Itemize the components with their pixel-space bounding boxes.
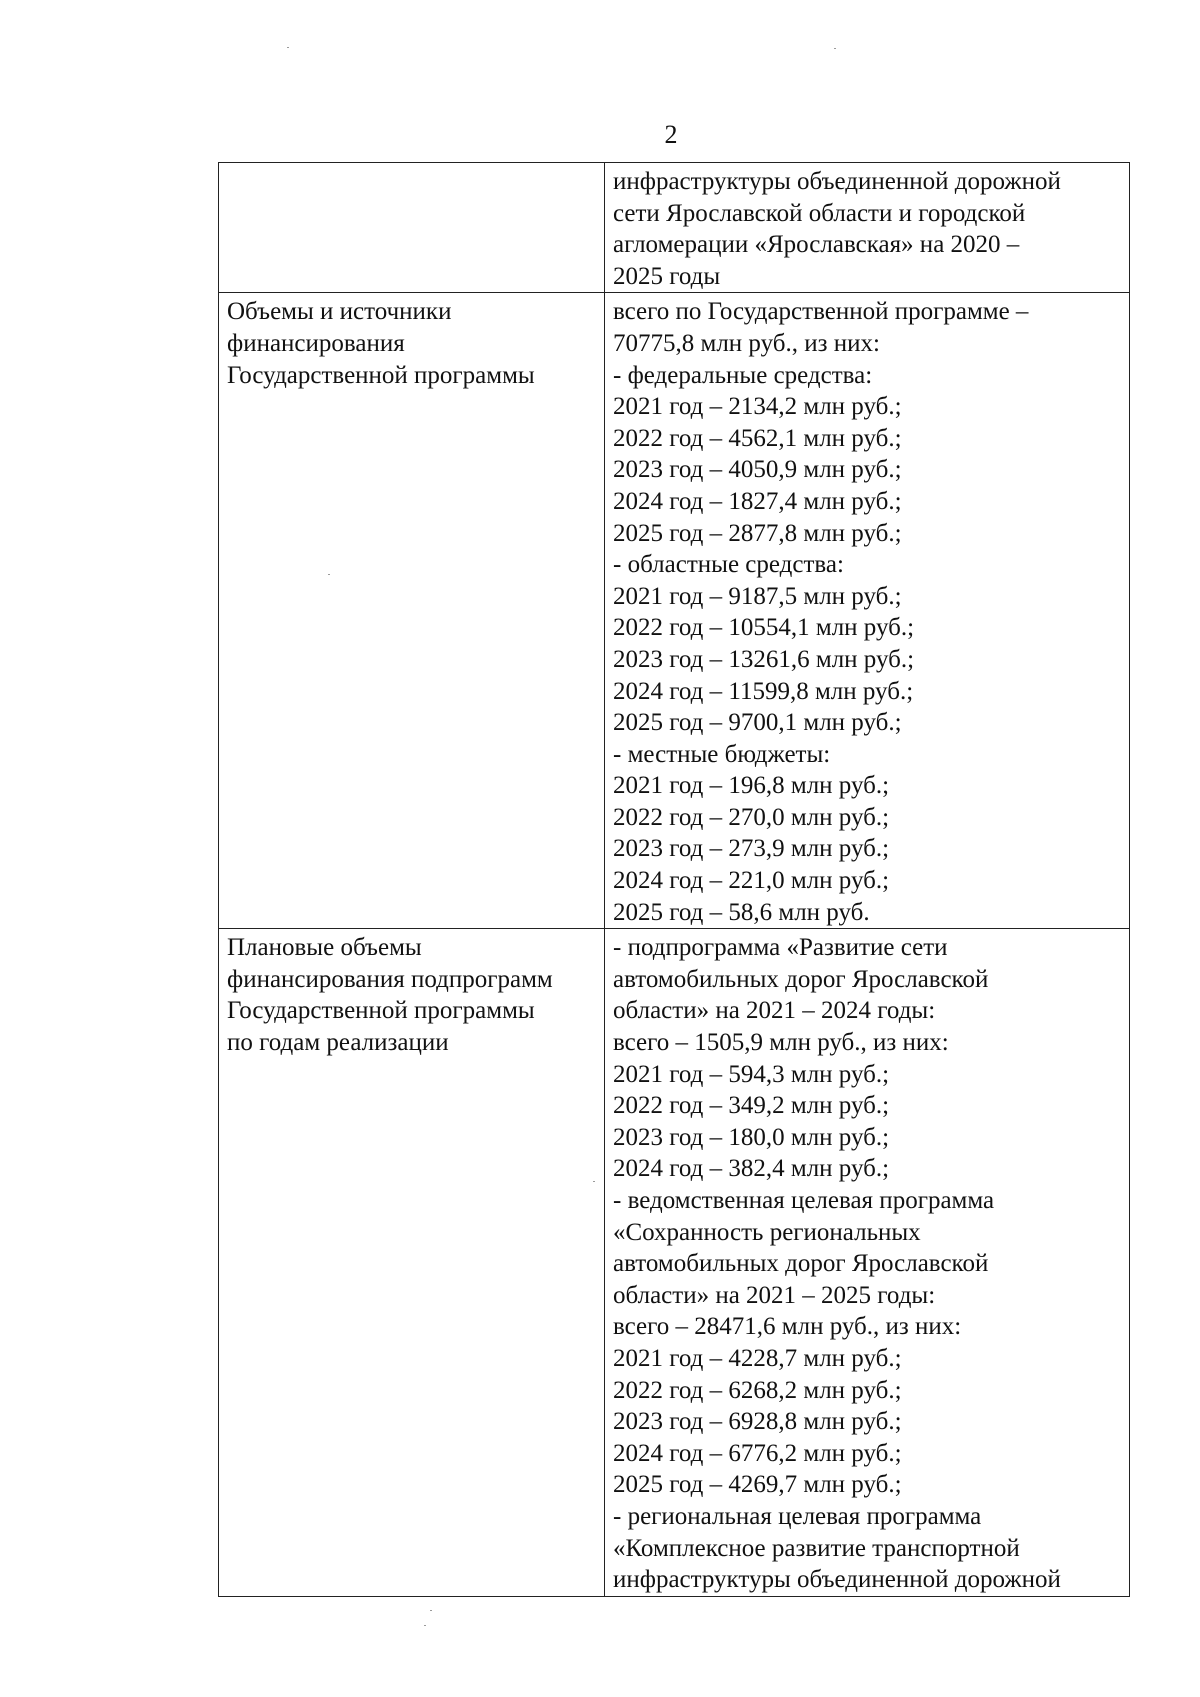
parameter-value-line: 2021 год – 4228,7 млн руб.; bbox=[613, 1344, 902, 1372]
parameter-name-line: по годам реализации bbox=[227, 1029, 449, 1057]
parameter-value-line: области» на 2021 – 2024 годы: bbox=[613, 997, 936, 1025]
parameter-name-line: Плановые объемы bbox=[227, 934, 422, 962]
parameter-value-line: 2025 год – 4269,7 млн руб.; bbox=[613, 1471, 902, 1499]
parameter-value-line: 70775,8 млн руб., из них: bbox=[613, 329, 880, 357]
parameter-value-line: 2025 годы bbox=[613, 262, 721, 290]
parameter-value-line: 2023 год – 273,9 млн руб.; bbox=[613, 835, 890, 863]
parameter-value-line: области» на 2021 – 2025 годы: bbox=[613, 1281, 936, 1309]
parameter-value-line: - местные бюджеты: bbox=[613, 740, 831, 768]
scan-speck bbox=[424, 1625, 426, 1626]
parameter-name-cell bbox=[219, 929, 605, 1596]
parameter-value-line: 2023 год – 13261,6 млн руб.; bbox=[613, 645, 915, 673]
parameter-name-cell bbox=[219, 163, 605, 293]
scan-speck bbox=[430, 1610, 432, 1611]
parameter-value-line: сети Ярославской области и городской bbox=[613, 199, 1026, 227]
parameter-value-line: 2024 год – 6776,2 млн руб.; bbox=[613, 1439, 902, 1467]
parameter-value-line: 2024 год – 382,4 млн руб.; bbox=[613, 1155, 890, 1183]
table-row bbox=[219, 293, 1130, 929]
parameter-value-line: 2021 год – 2134,2 млн руб.; bbox=[613, 393, 902, 421]
table-row bbox=[219, 929, 1130, 1596]
parameter-value-line: 2022 год – 6268,2 млн руб.; bbox=[613, 1376, 902, 1404]
parameter-value-line: 2024 год – 1827,4 млн руб.; bbox=[613, 487, 902, 515]
parameter-name-line: финансирования bbox=[227, 329, 405, 357]
parameter-name-line: финансирования подпрограмм bbox=[227, 965, 553, 993]
parameter-value-line: 2022 год – 270,0 млн руб.; bbox=[613, 803, 890, 831]
scan-speck bbox=[834, 48, 836, 49]
parameter-value-line: агломерации «Ярославская» на 2020 – bbox=[613, 231, 1020, 259]
parameter-value-line: «Комплексное развитие транспортной bbox=[613, 1534, 1020, 1562]
parameter-name-line: Государственной программы bbox=[227, 361, 535, 389]
parameter-value-line: - подпрограмма «Развитие сети bbox=[613, 934, 948, 962]
parameter-value-line: инфраструктуры объединенной дорожной bbox=[613, 1566, 1061, 1594]
page-number: 2 bbox=[664, 120, 678, 149]
parameter-value-line: 2021 год – 196,8 млн руб.; bbox=[613, 772, 890, 800]
parameter-value-line: инфраструктуры объединенной дорожной bbox=[613, 168, 1061, 195]
parameter-name-line: Государственной программы bbox=[227, 997, 535, 1025]
parameter-value-line: автомобильных дорог Ярославской bbox=[613, 965, 989, 993]
parameter-value-line: «Сохранность региональных bbox=[613, 1218, 921, 1246]
parameter-value-line: всего по Государственной программе – bbox=[613, 298, 1029, 326]
parameter-value-line: - ведомственная целевая программа bbox=[613, 1187, 995, 1214]
parameter-value-cell bbox=[605, 929, 1130, 1596]
parameter-value-line: - региональная целевая программа bbox=[613, 1502, 982, 1530]
parameter-value-cell bbox=[605, 293, 1130, 929]
parameter-value-line: 2023 год – 180,0 млн руб.; bbox=[613, 1123, 890, 1151]
parameter-value-line: 2023 год – 4050,9 млн руб.; bbox=[613, 456, 902, 484]
parameter-value-line: 2022 год – 10554,1 млн руб.; bbox=[613, 614, 915, 642]
scan-speck bbox=[287, 47, 289, 48]
parameter-value-line: всего – 28471,6 млн руб., из них: bbox=[613, 1313, 962, 1341]
parameter-value-line: 2022 год – 349,2 млн руб.; bbox=[613, 1092, 890, 1120]
parameter-value-line: 2025 год – 2877,8 млн руб.; bbox=[613, 519, 902, 547]
table-row bbox=[219, 163, 1130, 293]
parameter-value-cell bbox=[605, 163, 1130, 293]
parameter-name-cell bbox=[219, 293, 605, 929]
parameter-value-line: 2021 год – 9187,5 млн руб.; bbox=[613, 582, 902, 610]
parameter-name-line: Объемы и источники bbox=[227, 298, 452, 326]
program-passport-table bbox=[218, 162, 1130, 1597]
parameter-value-line: 2025 год – 58,6 млн руб. bbox=[613, 898, 870, 926]
parameter-value-line: - областные средства: bbox=[613, 551, 844, 579]
parameter-value-line: всего – 1505,9 млн руб., из них: bbox=[613, 1029, 949, 1057]
parameter-value-line: - федеральные средства: bbox=[613, 361, 873, 389]
parameter-value-line: 2025 год – 9700,1 млн руб.; bbox=[613, 709, 902, 737]
parameter-value-line: 2021 год – 594,3 млн руб.; bbox=[613, 1060, 890, 1088]
parameter-value-line: 2022 год – 4562,1 млн руб.; bbox=[613, 424, 902, 452]
parameter-value-line: 2024 год – 11599,8 млн руб.; bbox=[613, 677, 914, 705]
parameter-value-line: автомобильных дорог Ярославской bbox=[613, 1250, 989, 1278]
parameter-value-line: 2024 год – 221,0 млн руб.; bbox=[613, 867, 890, 895]
parameter-value-line: 2023 год – 6928,8 млн руб.; bbox=[613, 1408, 902, 1436]
